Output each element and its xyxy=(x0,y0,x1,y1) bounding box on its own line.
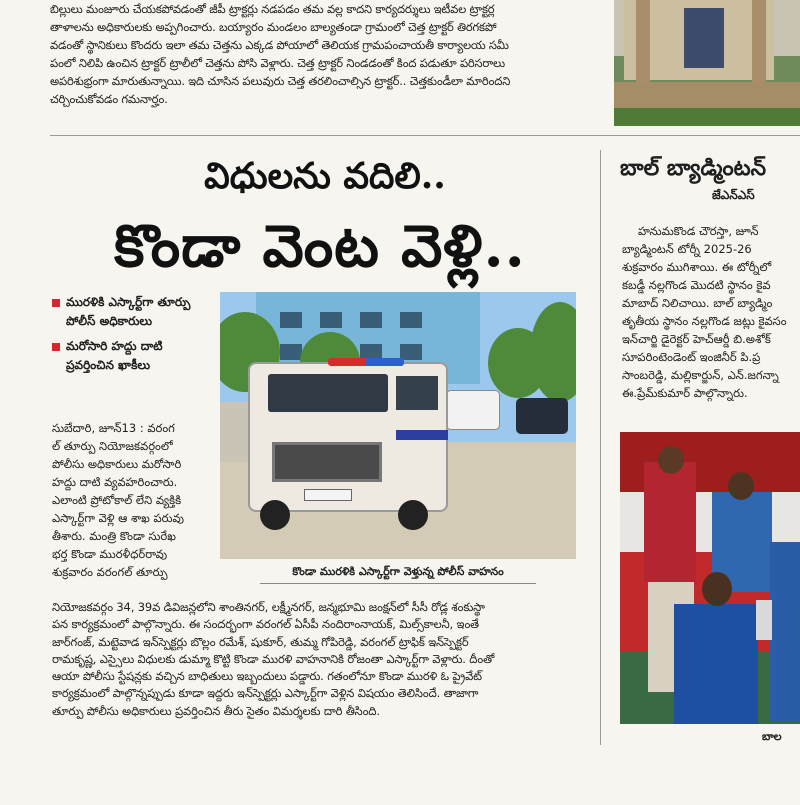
top-story-line: పంలో నిలిపి ఉంచిన ట్రాక్టర్ ట్రాలీలో చెత్తను పోసి వెళ్లారు. చెత్త ట్రాక్టర్ నిండడంతో కింద పడుతూ పరిసరాలు xyxy=(50,56,505,70)
top-story-line: బిల్లులు మంజూరు చేయకపోవడంతో జీపీ ట్రాక్టర్లు నడపడం తమ వల్ల కాదని కార్యదర్శులు ఇటీవల ట్రాక్టర్ల xyxy=(50,2,495,16)
article-body-column xyxy=(52,419,214,581)
article-line: ల్ తూర్పు నియోజకవర్గంలో xyxy=(52,439,173,453)
side-story-line: బ్యాడ్మింటన్ టోర్నీ 2025-26 xyxy=(622,242,752,256)
article-line: హద్దు దాటి వ్యవహరించారు. xyxy=(52,475,178,489)
highlight-text: మురళికి ఎస్కార్ట్‌గా తూర్పు పోలీస్ అధికారులు xyxy=(66,295,191,328)
highlight-item xyxy=(52,293,212,331)
article-line: పన కార్యక్రమంలో పాల్గొన్నారు. ఈ సందర్భంగా వరంగల్ ఏసీపీ నందిరాంనాయక్, మిల్స్‌కాలనీ, ఇంతే xyxy=(52,617,479,632)
article-body-wide xyxy=(52,599,580,720)
article-line: శుక్రవారం వరంగల్ తూర్పు xyxy=(52,565,168,579)
photo-caption xyxy=(220,563,576,581)
headline-kicker: విధులను వదిలి.. xyxy=(204,155,446,197)
article-line: రామకృష్ణ, ఎస్సైలు విధులకు డుమ్మా కొట్టి కొండా మురళి వాహనానికి రోజంతా ఎస్కార్ట్‌గా వెళ్లారు. దీంతో xyxy=(52,651,495,666)
highlight-text: మరోసారి హద్దు దాటి ప్రవర్తించిన ఖాకీలు xyxy=(66,339,163,372)
badminton-winners-photo xyxy=(620,432,800,724)
highlights-box xyxy=(52,293,212,381)
article-line: పోలీసు అధికారులు మరోసారి xyxy=(52,457,182,471)
top-story-line: చర్చించుకోవడం గమనార్హం. xyxy=(50,92,168,106)
article-line: కార్యక్రమంలో పాల్గొన్నప్పుడు కూడా ఇద్దరు ఇన్‌స్పెక్టర్లు ఎస్కార్ట్‌గా వెళ్లిన విషయం తెలిసిందే. తాజాగా xyxy=(52,686,479,701)
article-line: జార్‌గంజ్, మట్టెవాడ ఇన్‌స్పెక్టర్లు బొల్లం రమేశ్, షుకూర్, తుమ్మ గోపిరెడ్డి, వరంగల్ ట్రాఫిక్ ఇన్‌స్పెక్టర్ xyxy=(52,634,469,649)
side-story-line: తృతీయ స్థానం నల్లగొండ జట్లు కైవసం xyxy=(622,314,787,328)
article-line: భర్త కొండా మురళీధర్‌రావు xyxy=(52,547,168,561)
column-divider xyxy=(600,150,601,745)
side-story-headline: బాల్ బ్యాడ్మింటన్ xyxy=(620,155,767,181)
side-story-line: ఈ.ప్రేమ్‌కుమార్ పాల్గొన్నారు. xyxy=(622,386,748,400)
side-story-line: సూపరింటెండెంట్ ఇంజినీర్ పి.ప్ర xyxy=(622,350,761,364)
bullet-square-icon xyxy=(52,343,60,351)
article-line: ఎస్కార్ట్‌గా వెళ్లి ఆ శాఖ పరువు xyxy=(52,511,184,525)
article-line: ఎలాంటి ప్రోటోకాల్ లేని వ్యక్తికి xyxy=(52,493,182,507)
top-story-photo xyxy=(614,0,800,126)
article-line: తీశారు. మంత్రి కొండా సురేఖ xyxy=(52,529,176,543)
top-story-continuation xyxy=(50,0,602,108)
side-story-line: ఇన్‌చార్జి డైరెక్టర్ హెచ్‌ఆర్డీ బి.అశోక్ xyxy=(622,332,771,346)
side-story-line: హనుమకొండ చౌరస్తా, జూన్ xyxy=(638,224,759,238)
headline-main: కొండా వెంట వెళ్లి.. xyxy=(114,212,526,280)
side-story-body xyxy=(622,222,800,432)
side-story-byline: జేఎన్‌ఎస్ xyxy=(712,188,755,202)
side-photo-caption: బాల xyxy=(762,730,782,743)
photo-caption-text: కొండా మురళికి ఎస్కార్ట్‌గా వెళ్తున్న పోలీస్ వాహనం xyxy=(292,565,504,578)
article-line: ఆయా పోలీసు స్టేషన్లకు వచ్చిన బాధితులు ఇబ్బందులు పడ్డారు. గతంలోనూ కొండా మురళి ఓ ప్రైవేట్ xyxy=(52,669,482,684)
top-story-line: వడంతో స్థానికులు కొందరు ఇలా తమ చెత్తను ఎక్కడ పోయాలో తెలియక గ్రామపంచాయతీ కార్యాలయ సమీ xyxy=(50,38,509,52)
highlight-item xyxy=(52,337,212,375)
police-vehicle-photo xyxy=(220,292,576,559)
side-story-line: మాబాద్ నిలిచాయి. బాల్ బ్యాడ్మిం xyxy=(622,296,773,310)
side-story-line: శుక్రవారం ముగిశాయి. ఈ టోర్నీలో xyxy=(622,260,772,274)
horizontal-divider xyxy=(50,135,800,136)
side-story-line: కబడ్డీ నల్లగొండ మొదటి స్థానం కైవ xyxy=(622,278,771,292)
top-story-line: తాళాలను అధికారులకు అప్పగించారు. బయ్యారం మండలం బాల్యతండా గ్రామంలో చెత్త ట్రాక్టర్ తిరగకపో xyxy=(50,20,497,34)
article-line: నియోజకవర్గం 34, 39వ డివిజన్లలోని శాంతినగర్, లక్ష్మీనగర్, జన్మభూమి జంక్షన్‌లో సీసీ రోడ్ల శంకుస్థా xyxy=(52,600,485,614)
article-line: సుబేదారి, జూన్13 : వరంగ xyxy=(52,421,175,435)
top-story-line: అపరిశుభ్రంగా మారుతున్నాయి. ఇది చూసిన పలువురు చెత్త తరలించాల్సిన ట్రాక్టర్.. చెత్తకుండీలా మారిందని xyxy=(50,74,511,88)
bullet-square-icon xyxy=(52,299,60,307)
article-line: తూర్పు పోలీసు అధికారులు ప్రవర్తించిన తీరు సైతం విమర్శలకు దారి తీసింది. xyxy=(52,703,380,718)
side-story-line: సాంబరెడ్డి, మల్లికార్జున్, ఎన్.జగన్నా xyxy=(622,368,779,382)
